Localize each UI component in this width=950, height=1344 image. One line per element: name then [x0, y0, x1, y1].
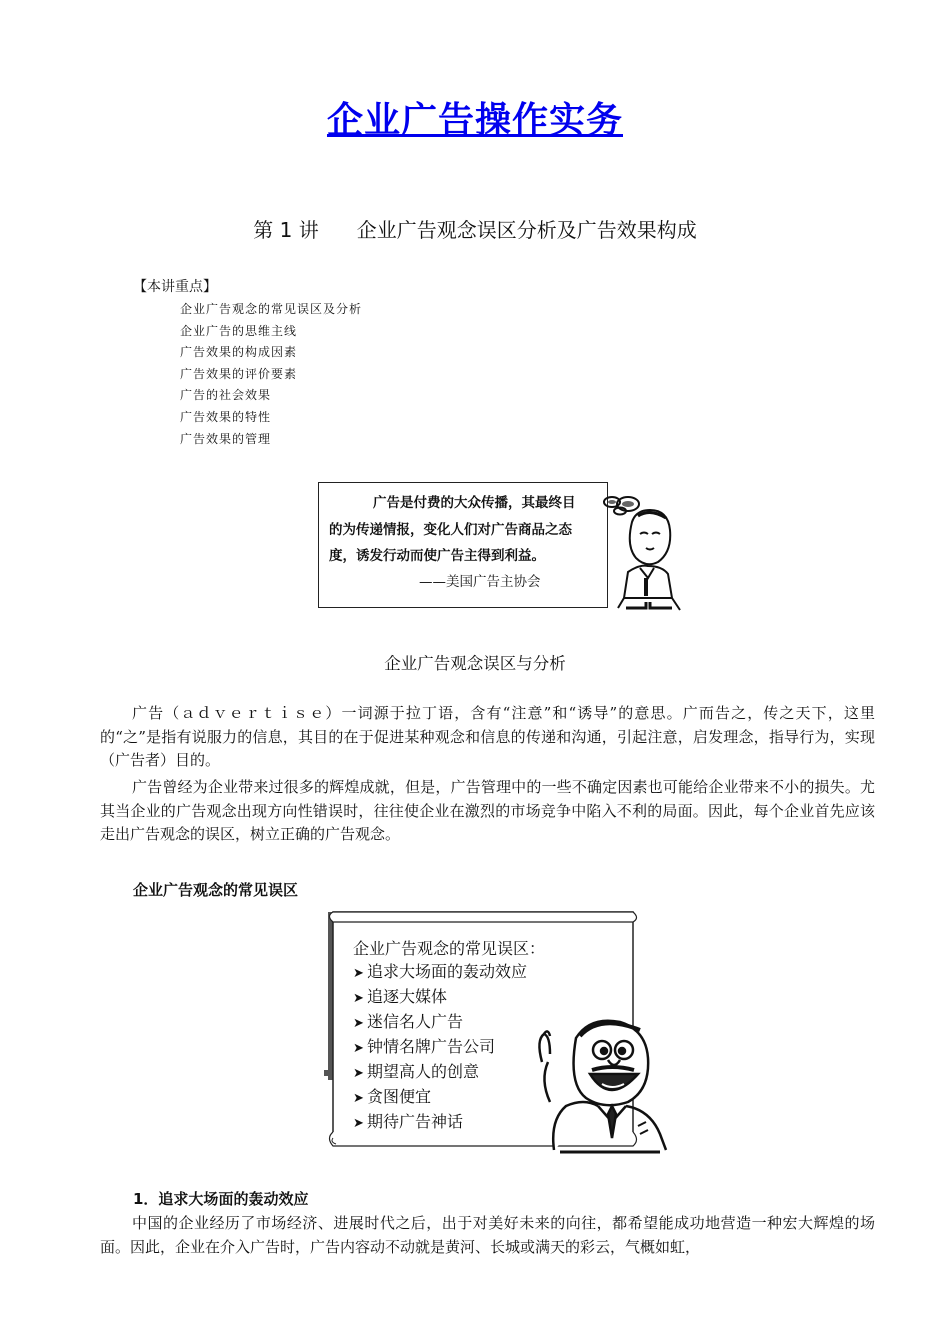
arrow-bullet-icon: ➤: [353, 1091, 364, 1106]
quote-attribution: ——美国广告主协会: [419, 574, 541, 590]
key-point-item: 广告效果的构成因素: [180, 345, 298, 360]
laughing-man-illustration: [520, 1010, 670, 1158]
lecture-title: 企业广告观念误区分析及广告效果构成: [356, 218, 697, 242]
misconception-label: 迷信名人广告: [367, 1012, 464, 1031]
misconception-item: [353, 1084, 527, 1109]
misconception-item: [353, 984, 527, 1009]
key-point-item: 广告效果的特性: [180, 409, 272, 424]
arrow-bullet-icon: ➤: [353, 991, 364, 1006]
quote-line: 度，诱发行动而使广告主得到利益。: [329, 548, 545, 564]
misconceptions-heading: 企业广告观念的常见误区: [133, 881, 299, 899]
key-point-item: 企业广告的思维主线: [180, 323, 298, 338]
intro-paragraph: 广告（ａｄｖｅｒｔｉｓｅ）一词源于拉丁语，含有“注意”和“诱导”的意思。广而告之，传之天下，这里的“之”是指有说服力的信息，其目的在于促进某种观念和信息的传递和沟通，引起注意，启发理念，指导行为，实现（广告者）目的。: [100, 704, 875, 769]
misconception-label: 期望高人的创意: [367, 1062, 480, 1081]
misconception-label: 期待广告神话: [367, 1112, 464, 1131]
misconception-label: 钟情名牌广告公司: [367, 1037, 496, 1056]
misconception-item: [353, 1034, 527, 1059]
arrow-bullet-icon: ➤: [353, 1066, 364, 1081]
arrow-bullet-icon: ➤: [353, 1041, 364, 1056]
quote-box: [318, 482, 608, 608]
item1-paragraph: 中国的企业经历了市场经济、进展时代之后，出于对美好未来的向往，都希望能成功地营造一种宏大辉煌的场面。因此，企业在介入广告时，广告内容动不动就是黄河、长城或满天的彩云，气概如虹，: [100, 1214, 875, 1256]
key-points-label: 【本讲重点】: [133, 279, 217, 295]
lecture-heading: [0, 214, 950, 243]
key-point-item: 广告的社会效果: [180, 388, 272, 403]
key-point-item: 广告效果的评价要素: [180, 366, 298, 381]
lecture-number: 第 1 讲: [253, 218, 319, 242]
key-point-item: 企业广告观念的常见误区及分析: [180, 302, 363, 316]
misconception-item: [353, 1059, 527, 1084]
key-point-item: 广告效果的管理: [180, 431, 272, 446]
misconceptions-box-title: 企业广告观念的常见误区：: [353, 939, 546, 958]
misconception-item: [353, 959, 527, 984]
misconception-label: 贪图便宜: [367, 1087, 432, 1106]
arrow-bullet-icon: ➤: [353, 966, 364, 981]
arrow-bullet-icon: ➤: [353, 1116, 364, 1131]
misconceptions-list: [353, 959, 527, 1134]
item1-heading: 1．追求大场面的轰动效应: [133, 1190, 309, 1208]
quote-line: 广告是付费的大众传播，其最终目: [373, 495, 576, 511]
key-points-list: [180, 299, 362, 450]
quote-line: 的为传递情报，变化人们对广告商品之态: [329, 522, 572, 538]
document-title: 企业广告操作实务: [326, 99, 623, 141]
misconception-label: 追求大场面的轰动效应: [367, 962, 528, 981]
misconception-label: 追逐大媒体: [367, 987, 448, 1006]
arrow-bullet-icon: ➤: [353, 1016, 364, 1031]
misconception-item: [353, 1109, 527, 1134]
misconception-item: [353, 1009, 527, 1034]
section-heading: 企业广告观念误区与分析: [384, 654, 566, 673]
intro-paragraph: 广告曾经为企业带来过很多的辉煌成就，但是，广告管理中的一些不确定因素也可能给企业带来不小的损失。尤其当企业的广告观念出现方向性错误时，往往使企业在激烈的市场竞争中陷入不利的局面。因此，每个企业首先应该走出广告观念的误区，树立正确的广告观念。: [100, 778, 875, 843]
thinking-man-illustration: [588, 486, 688, 614]
